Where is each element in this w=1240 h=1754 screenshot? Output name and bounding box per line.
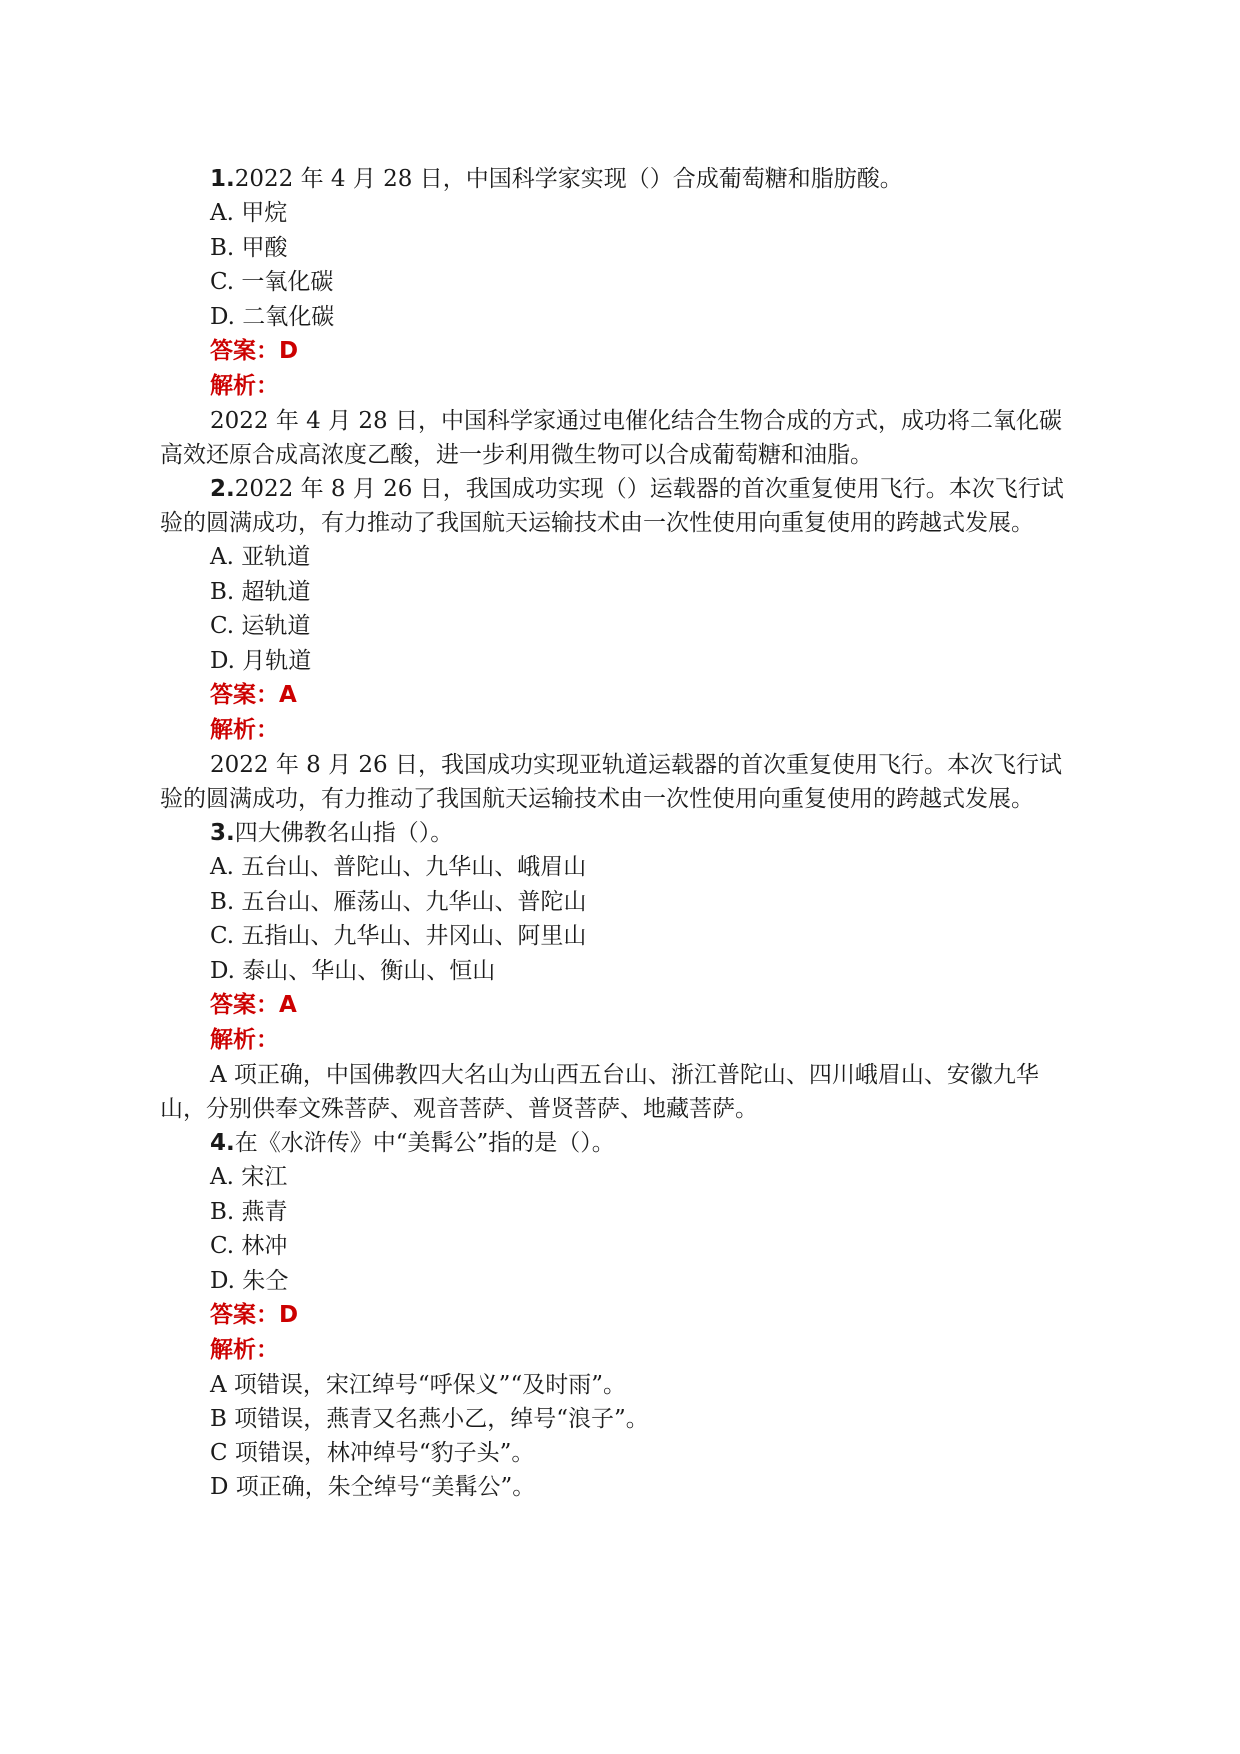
analysis-label: 解析： [210, 717, 279, 743]
analysis-label: 解析： [210, 1027, 279, 1053]
question-text: 2022 年 4 月 28 日，中国科学家实现（）合成葡萄糖和脂肪酸。 [234, 166, 903, 192]
answer-label: 答案：A [210, 682, 297, 708]
analysis-text: 2022 年 4 月 28 日，中国科学家通过电催化结合生物合成的方式，成功将二氧化碳高效还原合成高浓度乙酸，进一步利用微生物可以合成葡萄糖和油脂。 [160, 408, 1062, 468]
question-stem [160, 162, 1080, 196]
question-number: 4. [210, 1130, 235, 1156]
question-list [160, 162, 1080, 1504]
answer-label: 答案：A [210, 992, 297, 1018]
analysis-label: 解析： [210, 1337, 279, 1363]
question-text: 在《水浒传》中“美髯公”指的是（）。 [234, 1130, 615, 1156]
option-a: A. 五台山、普陀山、九华山、峨眉山 [210, 854, 587, 880]
question-number: 3. [210, 820, 235, 846]
analysis-text: 2022 年 8 月 26 日，我国成功实现亚轨道运载器的首次重复使用飞行。本次飞行试验的圆满成功，有力推动了我国航天运输技术由一次性使用向重复使用的跨越式发展。 [160, 752, 1062, 812]
option-d: D. 泰山、华山、衡山、恒山 [210, 957, 496, 984]
analysis-text: C 项错误，林冲绰号“豹子头”。 [210, 1440, 535, 1466]
option-b: B. 五台山、雁荡山、九华山、普陀山 [210, 888, 587, 915]
option-a: A. 亚轨道 [210, 544, 311, 570]
question-stem [160, 1126, 1080, 1160]
question-stem [160, 472, 1080, 540]
analysis-text: D 项正确，朱仝绰号“美髯公”。 [210, 1474, 536, 1500]
analysis-label: 解析： [210, 373, 279, 399]
option-b: B. 超轨道 [210, 578, 311, 605]
question-number: 1. [210, 166, 235, 192]
answer-label: 答案：D [210, 1302, 299, 1328]
analysis-text: A 项正确，中国佛教四大名山为山西五台山、浙江普陀山、四川峨眉山、安徽九华山，分别供奉文殊菩萨、观音菩萨、普贤菩萨、地藏菩萨。 [160, 1062, 1039, 1122]
question-stem [160, 816, 1080, 850]
analysis-text: B 项错误，燕青又名燕小乙，绰号“浪子”。 [210, 1406, 649, 1432]
option-c: C. 运轨道 [210, 613, 311, 639]
question-2 [160, 472, 1080, 816]
analysis-text: A 项错误，宋江绰号“呼保义”“及时雨”。 [210, 1372, 626, 1398]
option-c: C. 林冲 [210, 1233, 288, 1259]
option-b: B. 燕青 [210, 1198, 288, 1225]
option-a: A. 宋江 [210, 1164, 288, 1190]
option-b: B. 甲酸 [210, 234, 288, 261]
question-4 [160, 1126, 1080, 1504]
option-c: C. 一氧化碳 [210, 269, 334, 295]
option-d: D. 朱仝 [210, 1267, 289, 1294]
option-c: C. 五指山、九华山、井冈山、阿里山 [210, 923, 587, 949]
question-text: 四大佛教名山指（）。 [234, 820, 454, 846]
question-text: 2022 年 8 月 26 日，我国成功实现（）运载器的首次重复使用飞行。本次飞行试验的圆满成功，有力推动了我国航天运输技术由一次性使用向重复使用的跨越式发展。 [160, 476, 1064, 536]
question-number: 2. [210, 476, 235, 502]
question-1 [160, 162, 1080, 472]
option-d: D. 月轨道 [210, 647, 312, 674]
answer-label: 答案：D [210, 338, 299, 364]
option-a: A. 甲烷 [210, 200, 288, 226]
question-3 [160, 816, 1080, 1126]
option-d: D. 二氧化碳 [210, 303, 335, 330]
